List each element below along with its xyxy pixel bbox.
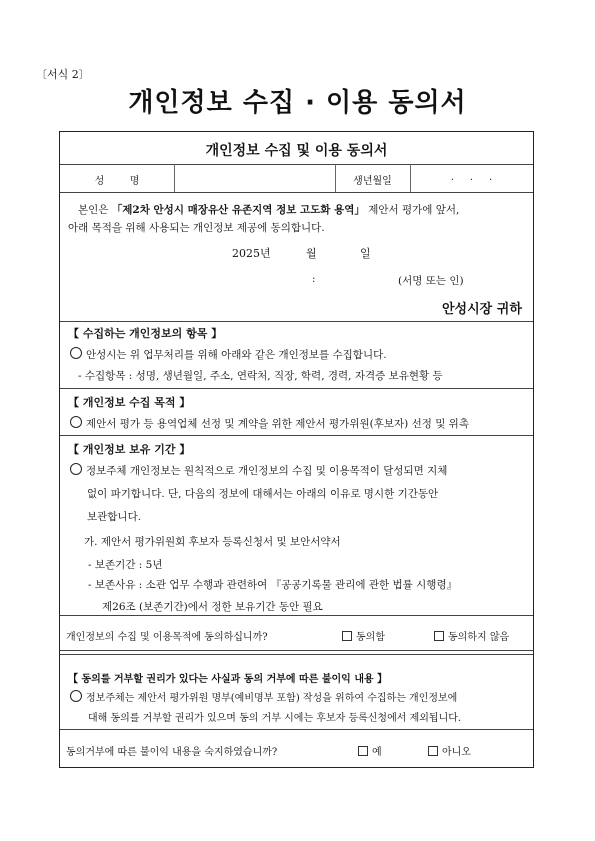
signature-label[interactable]: (서명 또는 인) bbox=[398, 275, 464, 287]
name-label: 성 명 bbox=[94, 176, 140, 187]
items-line-1 bbox=[70, 347, 387, 362]
no-checkbox[interactable] bbox=[428, 743, 471, 758]
items-heading: 【 수집하는 개인정보의 항목 】 bbox=[68, 327, 223, 340]
retention-line-7: 제26조 (보존기간)에서 정한 보유기간 동안 필요 bbox=[102, 601, 323, 613]
checkbox-icon bbox=[428, 746, 438, 756]
retention-line-4: 가. 제안서 평가위원회 후보자 등록신청서 및 보안서약서 bbox=[84, 536, 341, 548]
purpose-line-1-text: 제안서 평가 등 용역업체 선정 및 계약을 위한 제안서 평가위원(후보자) 선정 및 위촉 bbox=[86, 418, 469, 430]
consent-form-table bbox=[59, 131, 534, 768]
table-title: 개인정보 수집 및 이용 동의서 bbox=[205, 143, 388, 159]
document-title: 개인정보 수집 · 이용 동의서 bbox=[128, 88, 467, 118]
circle-bullet-icon bbox=[70, 347, 82, 359]
no-label: 아니오 bbox=[442, 747, 471, 758]
dob-field[interactable]: . . . bbox=[450, 172, 493, 183]
consent-line-1 bbox=[78, 202, 459, 217]
consent-month: 월 bbox=[306, 247, 317, 260]
project-title: 「제2차 안성시 매장유산 유존지역 정보 고도화 용역」 bbox=[111, 204, 365, 216]
yes-label: 예 bbox=[372, 747, 382, 758]
agree-label: 동의함 bbox=[356, 632, 385, 643]
form-label: 〔서식 2〕 bbox=[36, 68, 90, 81]
consent-suffix: 제안서 평가에 앞서, bbox=[364, 204, 460, 216]
purpose-heading: 【 개인정보 수집 목적 】 bbox=[68, 396, 191, 409]
dob-label: 생년월일 bbox=[353, 176, 392, 187]
circle-bullet-icon bbox=[70, 416, 82, 428]
refusal-heading: 【 동의를 거부할 권리가 있다는 사실과 동의 거부에 따른 불이익 내용 】 bbox=[68, 674, 388, 685]
agree-checkbox[interactable] bbox=[342, 628, 385, 643]
retention-line-1 bbox=[70, 463, 447, 478]
yes-checkbox[interactable] bbox=[358, 743, 382, 758]
refusal-line-2: 대해 동의를 거부할 권리가 있으며 동의 거부 시에는 후보자 등록신청에서 제외됩니다. bbox=[88, 713, 462, 724]
consent-year: 2025년 bbox=[232, 247, 271, 260]
acknowledge-question: 동의거부에 따른 불이익 내용을 숙지하였습니까? bbox=[66, 747, 278, 758]
disagree-checkbox[interactable] bbox=[434, 628, 509, 643]
retention-line-6: - 보존사유 : 소관 업무 수행과 관련하여 『공공기록물 관리에 관한 법률 시행령』 bbox=[88, 579, 458, 591]
consent-question: 개인정보의 수집 및 이용목적에 동의하십니까? bbox=[66, 632, 268, 643]
consent-day: 일 bbox=[360, 247, 371, 260]
retention-line-1-text: 정보주체 개인정보는 원칙적으로 개인정보의 수집 및 이용목적이 달성되면 지체 bbox=[86, 465, 448, 477]
name-field[interactable] bbox=[175, 165, 335, 191]
circle-bullet-icon bbox=[70, 463, 82, 475]
items-line-2: - 수집항목 : 성명, 생년월일, 주소, 연락처, 직장, 학력, 경력, 자격증 보유현황 등 bbox=[78, 370, 443, 382]
addressee: 안성시장 귀하 bbox=[442, 302, 522, 317]
signature-colon: : bbox=[312, 274, 316, 285]
checkbox-icon bbox=[358, 746, 368, 756]
refusal-line-1 bbox=[70, 689, 457, 704]
retention-heading: 【 개인정보 보유 기간 】 bbox=[68, 443, 191, 456]
consent-prefix: 본인은 bbox=[78, 204, 112, 216]
checkbox-icon bbox=[342, 631, 352, 641]
retention-line-3: 보관합니다. bbox=[87, 511, 142, 523]
items-line-1-text: 안성시는 위 업무처리를 위해 아래와 같은 개인정보를 수집합니다. bbox=[86, 349, 387, 361]
purpose-line-1 bbox=[70, 416, 469, 431]
circle-bullet-icon bbox=[70, 690, 82, 702]
retention-line-2: 없이 파기합니다. 단, 다음의 정보에 대해서는 아래의 이유로 명시한 기간동안 bbox=[87, 488, 439, 500]
refusal-line-1-text: 정보주체는 제안서 평가위원 명부(예비명부 포함) 작성을 위하여 수집하는 개인정보에 bbox=[86, 693, 458, 704]
retention-line-5: - 보존기간 : 5년 bbox=[88, 559, 163, 571]
checkbox-icon bbox=[434, 631, 444, 641]
consent-line-2: 아래 목적을 위해 사용되는 개인정보 제공에 동의합니다. bbox=[68, 222, 325, 234]
disagree-label: 동의하지 않음 bbox=[448, 632, 510, 643]
